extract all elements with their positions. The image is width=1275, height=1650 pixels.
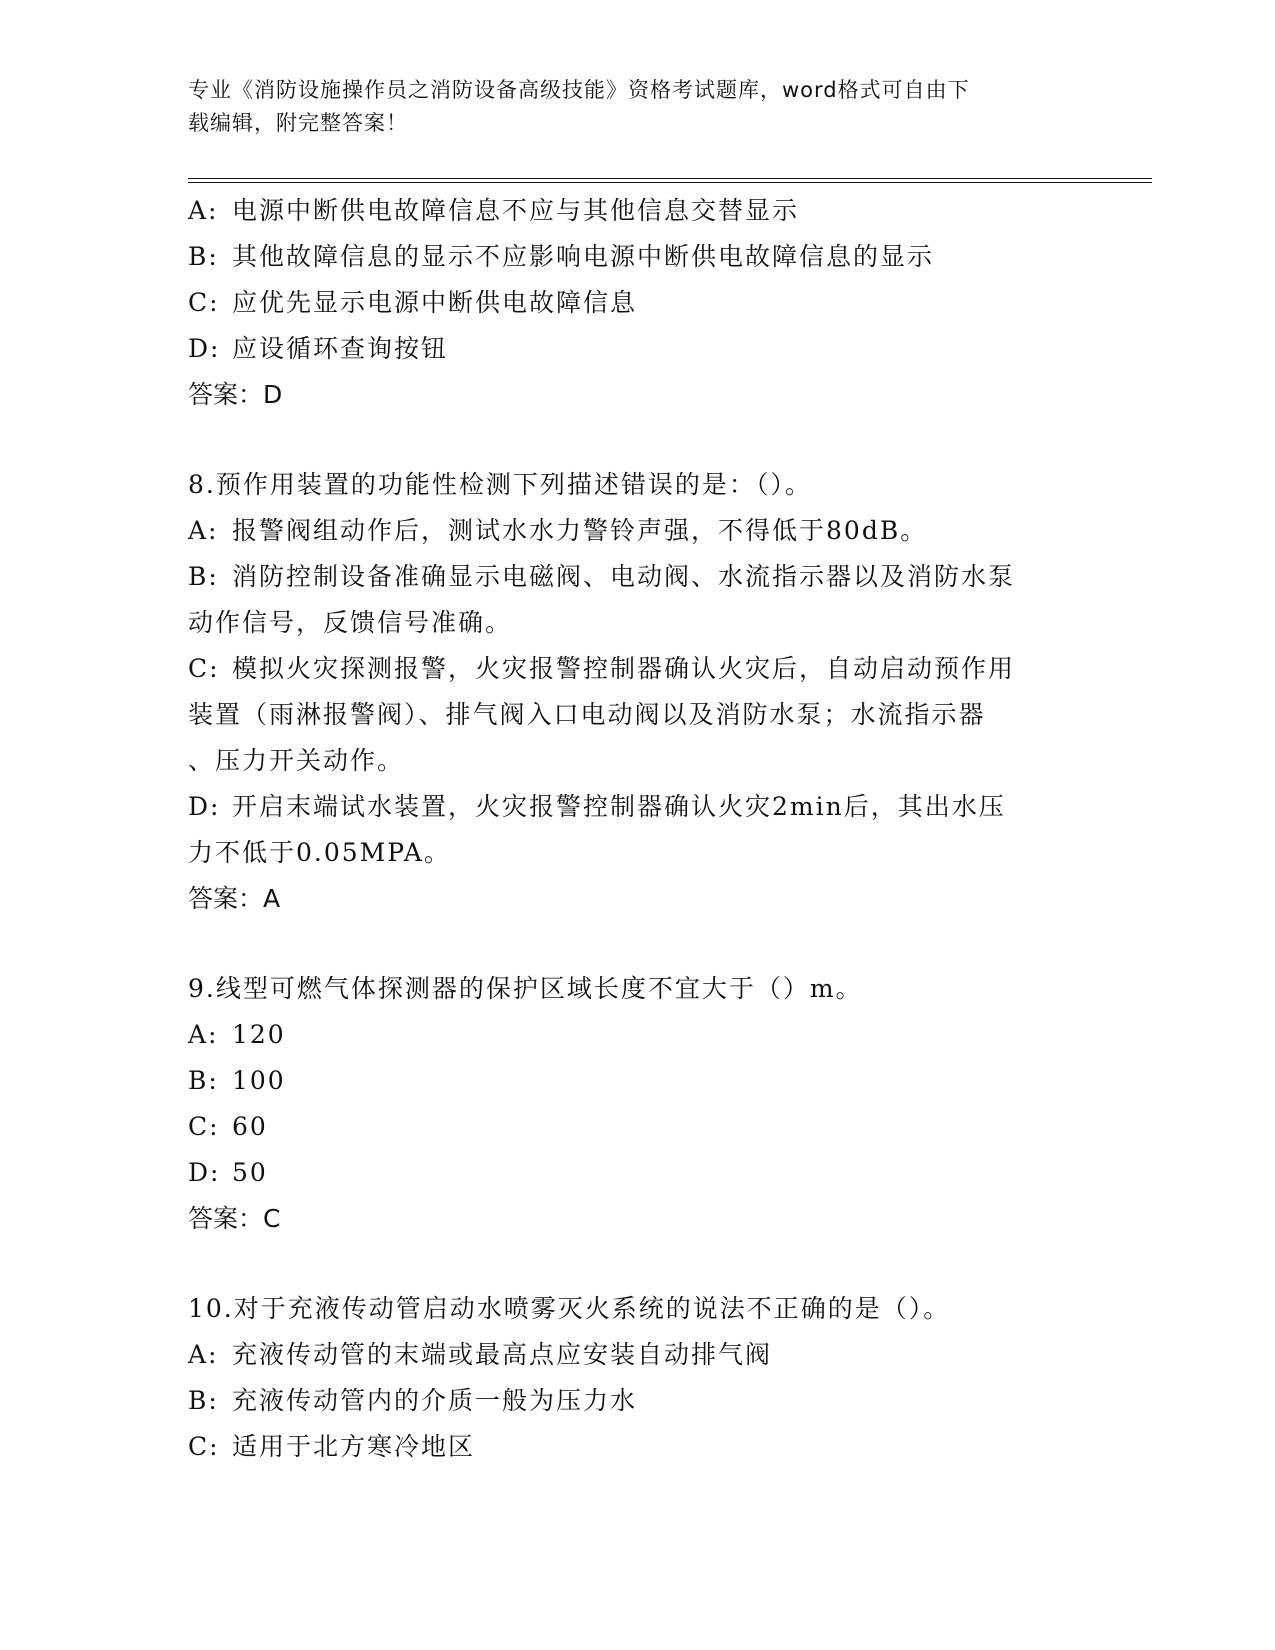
option-key: C: (188, 288, 220, 317)
option-key: A: (188, 196, 219, 225)
option-text: 其他故障信息的显示不应影响电源中断供电故障信息的显示 (232, 242, 935, 271)
answer: 答案：D (188, 380, 283, 409)
header-divider-top (188, 178, 1152, 179)
option-b (188, 554, 1088, 600)
option-text: 充液传动管内的介质一般为压力水 (232, 1386, 638, 1415)
option-a (188, 188, 1088, 234)
option-b (188, 234, 1088, 280)
option-text: 应优先显示电源中断供电故障信息 (232, 288, 638, 317)
option-key: A: (188, 1340, 219, 1369)
option-key: C: (188, 654, 220, 683)
header-line-1: 专业《消防设施操作员之消防设备高级技能》资格考试题库，word格式可自由下 (188, 78, 970, 102)
option-d (188, 1150, 1088, 1196)
question-10 (188, 1286, 1088, 1470)
option-d (188, 784, 1088, 830)
option-text: 电源中断供电故障信息不应与其他信息交替显示 (232, 196, 800, 225)
option-text: 开启末端试水装置，火灾报警控制器确认火灾2min后，其出水压 (232, 792, 1006, 821)
option-text: 60 (232, 1112, 268, 1141)
header-line-2: 载编辑，附完整答案！ (188, 111, 408, 135)
option-key: B: (188, 1066, 219, 1095)
option-key: A: (188, 1020, 219, 1049)
option-key: B: (188, 242, 219, 271)
question-9 (188, 966, 1088, 1242)
option-b (188, 1378, 1088, 1424)
option-d-continued: 力不低于0.05MPA。 (188, 838, 451, 867)
option-text: 120 (232, 1020, 286, 1049)
option-a (188, 1332, 1088, 1378)
option-c (188, 646, 1088, 692)
option-c-continued: 装置（雨淋报警阀）、排气阀入口电动阀以及消防水泵；水流指示器 (188, 700, 986, 729)
option-a (188, 508, 1088, 554)
answer: 答案：A (188, 884, 281, 913)
option-c-continued: 、压力开关动作。 (188, 746, 405, 775)
option-text: 50 (232, 1158, 268, 1187)
option-key: D: (188, 334, 221, 363)
option-text: 应设循环查询按钮 (232, 334, 449, 363)
option-c (188, 1424, 1088, 1470)
option-text: 适用于北方寒冷地区 (232, 1432, 476, 1461)
option-c (188, 1104, 1088, 1150)
option-a (188, 1012, 1088, 1058)
option-key: D: (188, 1158, 221, 1187)
option-text: 消防控制设备准确显示电磁阀、电动阀、水流指示器以及消防水泵 (232, 562, 1016, 591)
option-text: 充液传动管的末端或最高点应安装自动排气阀 (232, 1340, 773, 1369)
option-key: D: (188, 792, 221, 821)
option-b (188, 1058, 1088, 1104)
option-key: B: (188, 1386, 219, 1415)
question-title: 9.线型可燃气体探测器的保护区域长度不宜大于（）m。 (188, 974, 863, 1003)
option-c (188, 280, 1088, 326)
option-text: 模拟火灾探测报警，火灾报警控制器确认火灾后，自动启动预作用 (232, 654, 1016, 683)
question-7 (188, 188, 1088, 418)
question-8 (188, 462, 1088, 922)
option-d (188, 326, 1088, 372)
option-b-continued: 动作信号，反馈信号准确。 (188, 608, 513, 637)
option-key: C: (188, 1432, 220, 1461)
option-text: 报警阀组动作后，测试水水力警铃声强，不得低于80dB。 (232, 516, 928, 545)
question-list (188, 188, 1088, 1470)
option-key: C: (188, 1112, 220, 1141)
header-divider-bottom (188, 182, 1152, 183)
document-header (188, 74, 1068, 140)
option-key: A: (188, 516, 219, 545)
question-title: 10.对于充液传动管启动水喷雾灭火系统的说法不正确的是（）。 (188, 1294, 951, 1323)
question-title: 8.预作用装置的功能性检测下列描述错误的是：（）。 (188, 470, 812, 499)
option-text: 100 (232, 1066, 286, 1095)
option-key: B: (188, 562, 219, 591)
answer: 答案：C (188, 1204, 281, 1233)
